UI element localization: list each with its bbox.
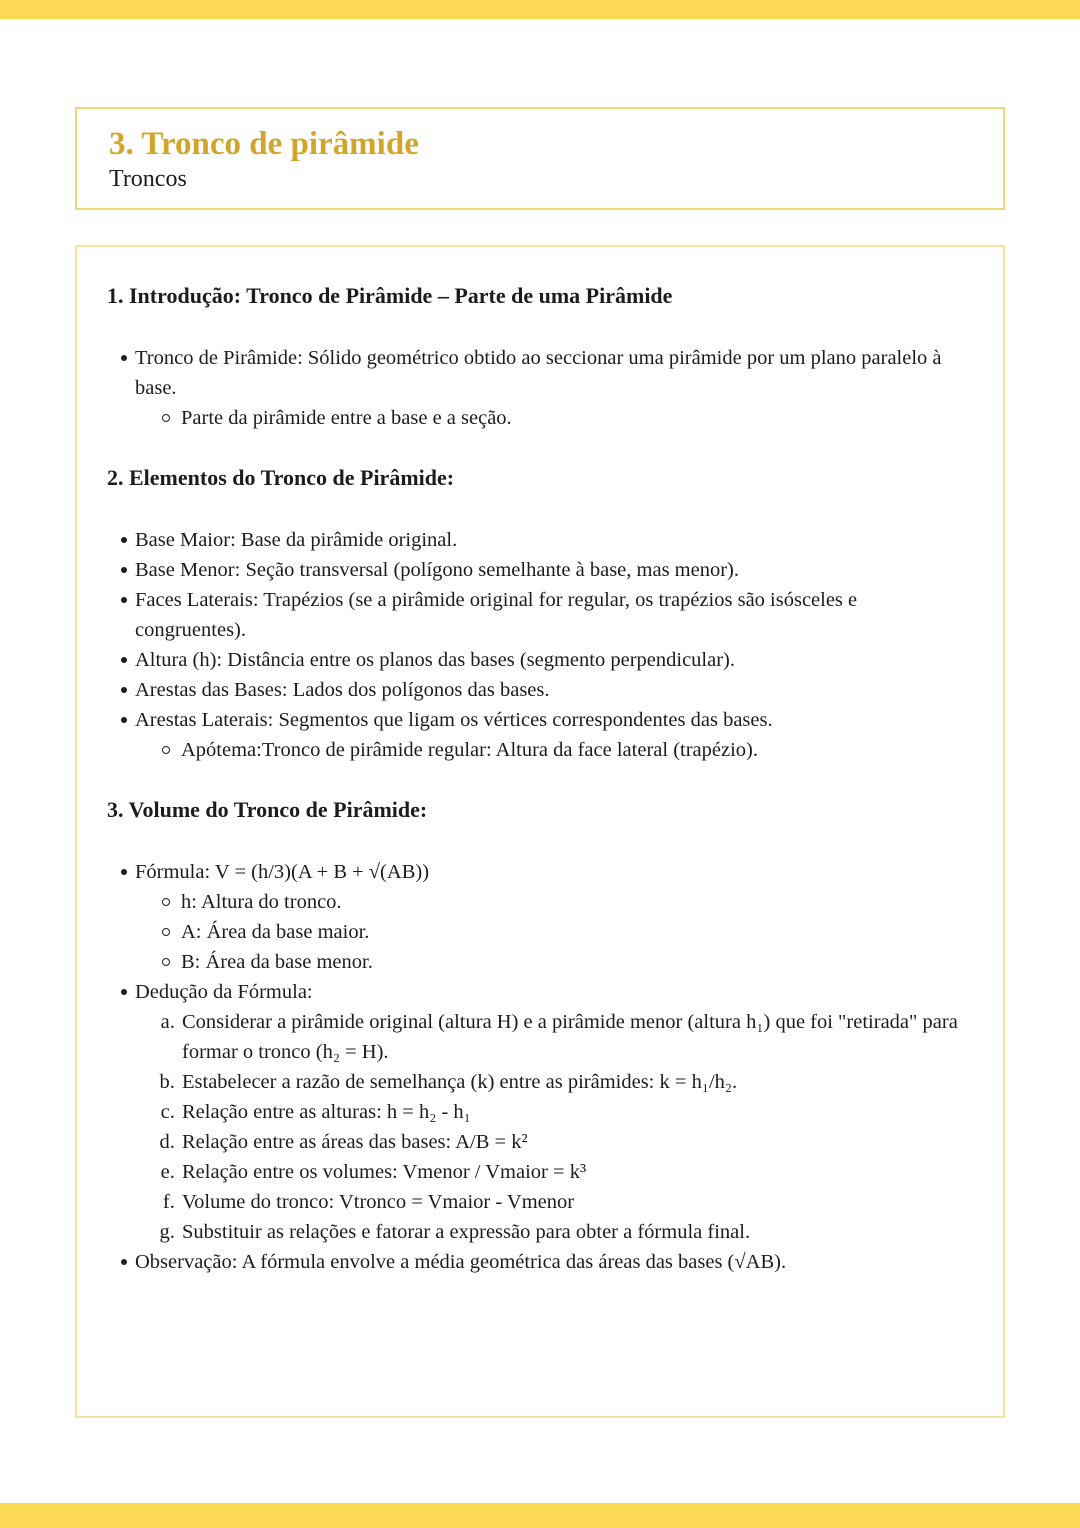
list-item: Base Maior: Base da pirâmide original. <box>135 525 973 555</box>
step-item: a. Considerar a pirâmide original (altura H) e a pirâmide menor (altura h₁) que foi "retirada" para formar o tronco (h₂ = H). <box>180 1007 973 1067</box>
list-item: Base Menor: Seção transversal (polígono semelhante à base, mas menor). <box>135 555 973 585</box>
step-item: c. Relação entre as alturas: h = h₂ - h₁ <box>180 1097 973 1127</box>
list-item-text: Tronco de Pirâmide: Sólido geométrico obtido ao seccionar uma pirâmide por um plano paralelo à base. <box>135 347 942 399</box>
content-card <box>75 245 1005 1418</box>
section-elementos <box>107 463 973 765</box>
bullet-list <box>107 343 973 433</box>
section-introducao <box>107 281 973 433</box>
sub-bullet-list <box>135 887 973 977</box>
section-heading: 2. Elementos do Tronco de Pirâmide: <box>107 465 455 490</box>
list-item-text: Arestas Laterais: Segmentos que ligam os vértices correspondentes das bases. <box>135 709 773 731</box>
list-item: Arestas das Bases: Lados dos polígonos das bases. <box>135 675 973 705</box>
sub-bullet-list <box>135 735 973 765</box>
bottom-accent-bar <box>0 1503 1080 1528</box>
sub-list-item: A: Área da base maior. <box>181 917 973 947</box>
page-subtitle: Troncos <box>109 166 187 192</box>
sub-list-item: B: Área da base menor. <box>181 947 973 977</box>
section-volume <box>107 795 973 1277</box>
section-heading: 3. Volume do Tronco de Pirâmide: <box>107 797 428 822</box>
sub-list-item: Apótema:Tronco de pirâmide regular: Altura da face lateral (trapézio). <box>181 735 973 765</box>
list-item-text: Dedução da Fórmula: <box>135 981 313 1003</box>
list-item: Faces Laterais: Trapézios (se a pirâmide original for regular, os trapézios são isósceles e congruentes). <box>135 585 973 645</box>
list-item: Altura (h): Distância entre os planos das bases (segmento perpendicular). <box>135 645 973 675</box>
list-item: Observação: A fórmula envolve a média geométrica das áreas das bases (√AB). <box>135 1247 973 1277</box>
sub-list-item: Parte da pirâmide entre a base e a seção. <box>181 403 973 433</box>
top-accent-bar <box>0 0 1080 19</box>
title-card <box>75 107 1005 210</box>
list-item <box>135 857 973 977</box>
list-item <box>135 977 973 1247</box>
list-item <box>135 705 973 765</box>
page-title: 3. Tronco de pirâmide <box>109 126 419 162</box>
bullet-list <box>107 857 973 1277</box>
step-item: g. Substituir as relações e fatorar a expressão para obter a fórmula final. <box>180 1217 973 1247</box>
list-item-text: Fórmula: V = (h/3)(A + B + √(AB)) <box>135 861 430 883</box>
step-item: b. Estabelecer a razão de semelhança (k) entre as pirâmides: k = h₁/h₂. <box>180 1067 973 1097</box>
lettered-step-list <box>135 1007 973 1247</box>
step-item: e. Relação entre os volumes: Vmenor / Vmaior = k³ <box>180 1157 973 1187</box>
bullet-list <box>107 525 973 765</box>
step-item: d. Relação entre as áreas das bases: A/B = k² <box>180 1127 973 1157</box>
section-heading: 1. Introdução: Tronco de Pirâmide – Parte de uma Pirâmide <box>107 283 673 308</box>
step-item: f. Volume do tronco: Vtronco = Vmaior - Vmenor <box>180 1187 973 1217</box>
list-item <box>135 343 973 433</box>
sub-bullet-list <box>135 403 973 433</box>
sub-list-item: h: Altura do tronco. <box>181 887 973 917</box>
